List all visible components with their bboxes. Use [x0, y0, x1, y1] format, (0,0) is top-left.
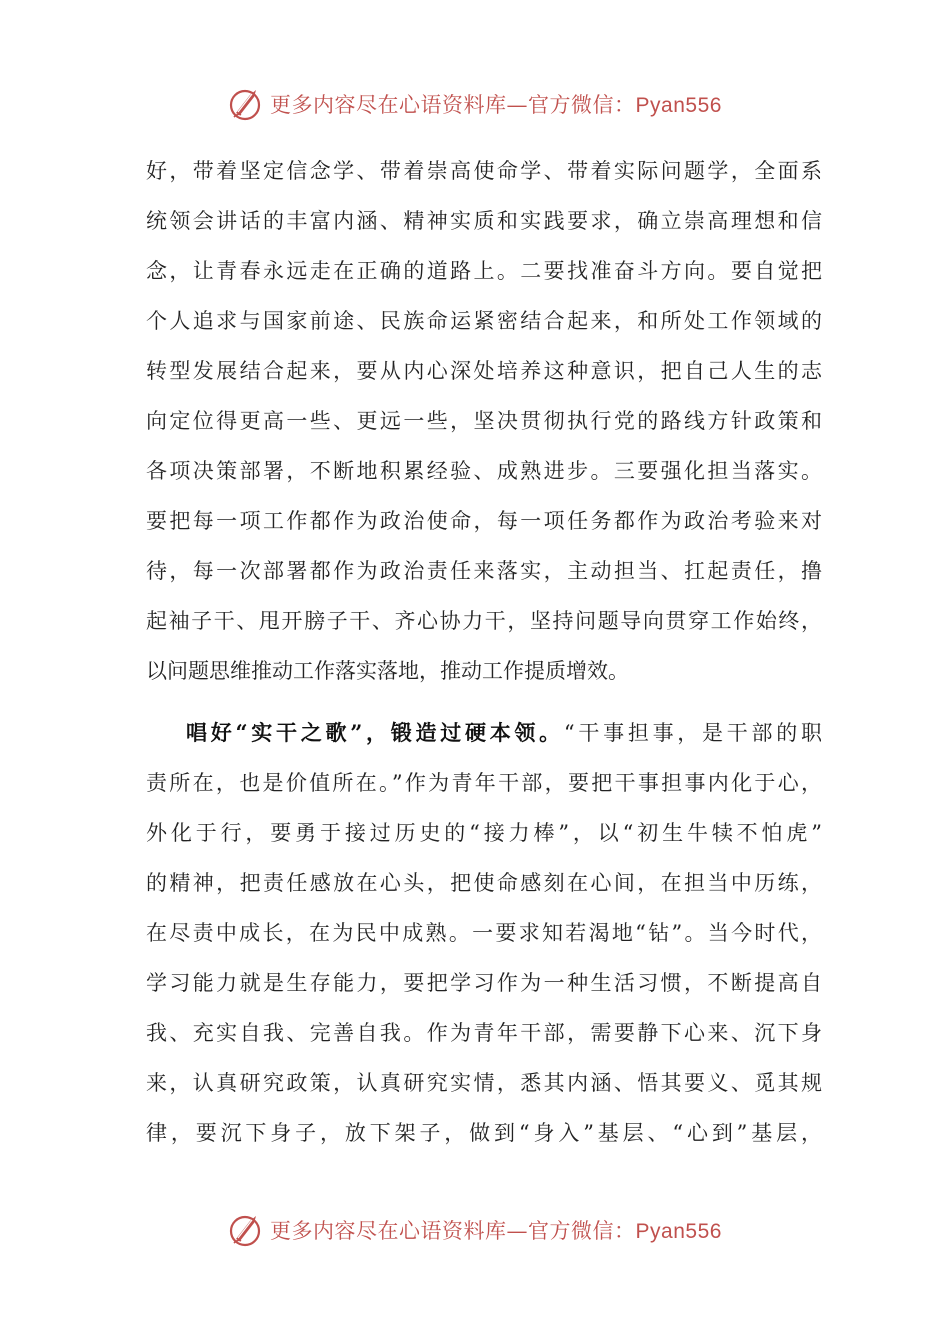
text-line: 统领会讲话的丰富内涵、精神实质和实践要求，确立崇高理想和信 [146, 209, 822, 233]
text-line: 好，带着坚定信念学、带着崇高使命学、带着实际问题学，全面系 [146, 159, 822, 183]
text-line: 责所在，也是价值所在。”作为青年干部，要把干事担事内化于心， [146, 771, 822, 795]
banner-dash: — [506, 93, 529, 117]
paragraph-heading: 唱好“实干之歌”，锻造过硬本领。 [186, 720, 564, 745]
text-line: 转型发展结合起来，要从内心深处培养这种意识，把自己人生的志 [146, 359, 822, 383]
text-line: 待，每一次部署都作为政治责任来落实，主动担当、扛起责任，撸 [146, 559, 822, 583]
text-line: 起袖子干、甩开膀子干、齐心协力干，坚持问题导向贯穿工作始终， [146, 609, 822, 633]
paragraph-1 [146, 146, 822, 696]
text-line: 学习能力就是生存能力，要把学习作为一种生活习惯，不断提高自 [146, 971, 822, 995]
text-line: 各项决策部署，不断地积累经验、成熟进步。三要强化担当落实。 [146, 459, 822, 483]
header-banner [0, 82, 950, 126]
footer-banner [0, 1208, 950, 1252]
paragraph-2-first-line [146, 708, 822, 758]
banner-dash: — [506, 1219, 529, 1243]
text-line: 律，要沉下身子，放下架子，做到“身入”基层、“心到”基层， [146, 1121, 822, 1145]
banner-wechat-account: Pyan556 [635, 94, 722, 117]
text-line: 的精神，把责任感放在心头，把使命感刻在心间，在担当中历练， [146, 871, 822, 895]
pen-logo-icon [228, 1212, 264, 1248]
banner-wechat-label: 官方微信： [528, 1219, 636, 1243]
text-line: 向定位得更高一些、更远一些，坚决贯彻执行党的路线方针政策和 [146, 409, 822, 433]
banner-title: 更多内容尽在心语资料库 [270, 93, 507, 117]
text-line: 在尽责中成长，在为民中成熟。一要求知若渴地“钻”。当今时代， [146, 921, 822, 945]
banner-text [270, 89, 722, 119]
paragraph-2 [146, 708, 822, 1158]
banner-text [270, 1215, 722, 1245]
pen-logo-icon [228, 86, 264, 122]
banner-wechat-account: Pyan556 [635, 1220, 722, 1243]
text-line: 来，认真研究政策，认真研究实情，悉其内涵、悟其要义、觅其规 [146, 1071, 822, 1095]
text-line: 念，让青春永远走在正确的道路上。二要找准奋斗方向。要自觉把 [146, 259, 822, 283]
paragraph-2-first-line-text: “干事担事，是干部的职 [563, 721, 822, 745]
text-line: 以问题思维推动工作落实落地，推动工作提质增效。 [146, 659, 629, 683]
banner-title: 更多内容尽在心语资料库 [270, 1219, 507, 1243]
document-body [146, 146, 822, 1158]
text-line: 个人追求与国家前途、民族命运紧密结合起来，和所处工作领域的 [146, 309, 822, 333]
paragraph-gap [146, 696, 822, 708]
text-line: 要把每一项工作都作为政治使命，每一项任务都作为政治考验来对 [146, 509, 822, 533]
banner-wechat-label: 官方微信： [528, 93, 636, 117]
text-line: 外化于行，要勇于接过历史的“接力棒”，以“初生牛犊不怕虎” [146, 821, 822, 845]
text-line: 我、充实自我、完善自我。作为青年干部，需要静下心来、沉下身 [146, 1021, 822, 1045]
